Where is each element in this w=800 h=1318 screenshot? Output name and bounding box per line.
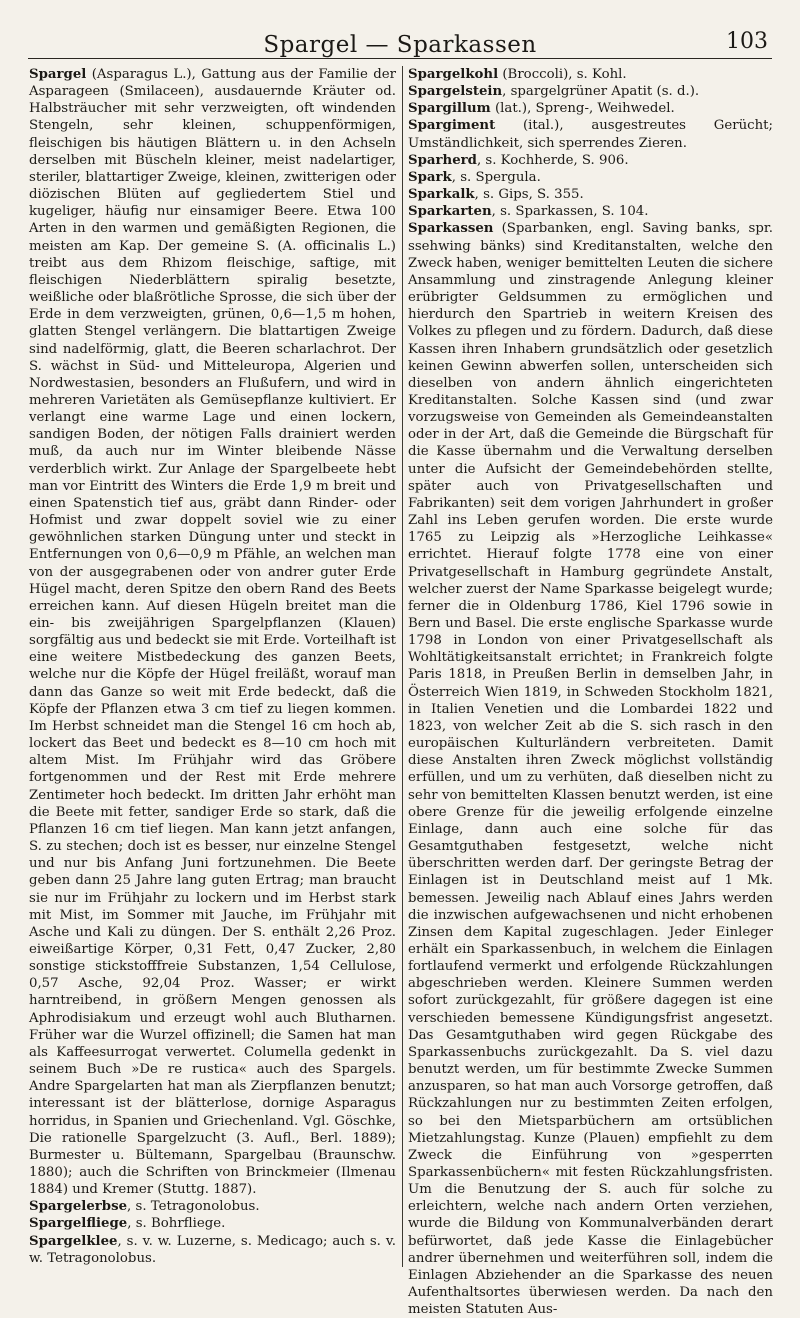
- entry-spargiment: [408, 117, 773, 151]
- left-column: [29, 66, 396, 1267]
- entry-headword: Sparkarten: [408, 204, 492, 220]
- entry-text: (Sparbanken, engl. Saving banks, spr. ssehwing bänks) sind Kreditanstalten, welche den Zweck haben, weniger bemittelten Leuten die sichere Ansammlung und zinstragende Anlegung kleiner erübrigter Geldsummen zu ermöglichen und hierdurch den Spartrieb in weitern Kreisen des Volkes zu pflegen und zu fördern. Dadurch, daß diese Kassen ihren Inhabern grundsätzlich oder gesetzlich keinen Gewinn abwerfen sollen, unterscheiden sich dieselben von andern ähnlich eingerichteten Kreditanstalten. Solche Kassen sind (und zwar vorzugsweise von Gemeinden als Gemeindeanstalten oder in der Art, daß die Gemeinde die Bürgschaft für die Kasse übernahm und die Verwaltung derselben unter die Aufsicht der Gemeindebehörden stellte, später auch von Privatgesellschaften und Fabrikanten) seit dem vorigen Jahrhundert in großer Zahl ins Leben gerufen worden. Die erste wurde 1765 zu Leipzig als »Herzogliche Leihkasse« errichtet. Hierauf folgte 1778 eine von einer Privatgesellschaft in Hamburg gegründete Anstalt, welcher zuerst der Name Sparkasse beigelegt wurde; ferner die in Oldenburg 1786, Kiel 1796 sowie in Bern und Basel. Die erste englische Sparkasse wurde 1798 in London von einer Privatgesellschaft als Wohltätigkeitsanstalt errichtet; in Frankreich folgte Paris 1818, in Preußen Berlin in demselben Jahr, in Österreich Wien 1819, in Schweden Stockholm 1821, in Italien Venetien und die Lombardei 1822 und 1823, von welcher Zeit ab die S. sich rasch in den europäischen Kulturländern verbreiteten. Damit diese Anstalten ihren Zweck möglichst vollständig erfüllen, und um zu verhüten, daß dieselben nicht zu sehr von bemittelten Klassen benutzt werden, ist eine obere Grenze für die jeweilig erfolgende einzelne Einlage, dann auch eine solche für das Gesamtguthaben festgesetzt, welche nicht überschritten werden darf. Der geringste Betrag der Einlagen ist in Deutschland meist auf 1 Mk. bemessen. Jeweilig nach Ablauf eines Jahrs werden die inzwischen aufgewachsenen und nicht erhobenen Zinsen dem Kapital zugeschlagen. Jeder Einleger erhält ein Sparkassenbuch, in welchem die Einlagen fortlaufend vermerkt und erfolgende Rückzahlungen abgeschrieben werden. Kleinere Summen werden sofort zurückgezahlt, für größere dagegen ist eine verschieden bemessene Kündigungsfrist angesetzt. Das Gesamtguthaben wird gegen Rückgabe des Sparkassenbuchs zurückgezahlt. Da S. viel dazu benutzt werden, um für bestimmte Zwecke Summen anzusparen, so hat man auch Vorsorge getroffen, daß Rückzahlungen nur zu bestimmten Zeiten erfolgen, so bei den Mietsparbüchern am ortsüblichen Mietzahlungstag. Kunze (Plauen) empfiehlt zu dem Zweck die Einführung von »gesperrten Sparkassenbüchern« mit festen Rückzahlungsfristen. Um die Benutzung der S. auch für solche zu erleichtern, welche nach andern Orten verziehen, wurde die Bildung von Kommunalverbänden derart befürwortet, daß jede Kasse die Einlagebücher andrer übernehmen und weiterführen soll, indem die Einlagen Abziehender an die Sparkasse des neuen Aufenthaltsortes überwiesen werden. Da nach den meisten Statuten Aus-: [408, 221, 773, 1318]
- entry-text: , s. v. w. Luzerne, s. Medicago; auch s. v. w. Tetragonolobus.: [29, 1233, 396, 1266]
- entry-spargel: [29, 66, 396, 1198]
- entry-text: , s. Spergula.: [451, 169, 541, 185]
- entry-text: (lat.), Spreng-, Weihwedel.: [490, 101, 675, 117]
- entry-headword: Spargelstein: [408, 84, 503, 100]
- entry-text: (Broccoli), s. Kohl.: [498, 67, 627, 82]
- right-column: [408, 66, 773, 1318]
- entry-spargelkohl: [408, 66, 773, 83]
- entry-sparkalk: [408, 186, 773, 203]
- page-number: 103: [726, 29, 768, 54]
- entry-headword: Sparherd: [408, 152, 477, 168]
- entry-sparherd: [408, 152, 773, 169]
- entry-spargelfliege: [29, 1215, 396, 1232]
- entry-headword: Spargel: [29, 67, 87, 82]
- entry-headword: Spargelkohl: [408, 67, 499, 82]
- entry-text: , s. Kochherde, S. 906.: [476, 152, 629, 168]
- entry-spark: [408, 169, 773, 186]
- running-title: Spargel — Sparkassen: [263, 32, 537, 58]
- entry-text: , s. Gips, S. 355.: [474, 187, 584, 203]
- entry-text: , spargelgrüner Apatit (s. d.).: [502, 84, 700, 100]
- entry-text: , s. Tetragonolobus.: [127, 1199, 260, 1215]
- entry-headword: Spargiment: [408, 118, 496, 134]
- entry-text: , s. Sparkassen, S. 104.: [491, 204, 649, 220]
- entry-text: (Asparagus L.), Gattung aus der Familie der Asparageen (Smilaceen), ausdauernde Kräuter od. Halbsträucher mit sehr verzweigten, oft windenden Stengeln, sehr kleinen, schuppenförmigen, fleischigen bis häutigen Blättern u. in den Achseln derselben mit Büscheln kleiner, meist nadelartiger, steriler, blattartiger Zweige, kleinen, zwitterigen oder diözischen Blüten auf gegliedertem Stiel und kugeliger, häufig nur einsamiger Beere. Etwa 100 Arten in den warmen und gemäßigten Regionen, die meisten am Kap. Der gemeine S. (A. officinalis L.) treibt aus dem Rhizom fleischige, saftige, mit fleischigen Niederblättern spiralig besetzte, weißliche oder blaßrötliche Sprosse, die sich über der Erde in dem verzweigten, grünen, 0,6—1,5 m hohen, glatten Stengel verlängern. Die blattartigen Zweige sind nadelförmig, glatt, die Beeren scharlachrot. Der S. wächst in Süd- und Mitteleuropa, Algerien und Nordwestasien, besonders an Flußufern, und wird in mehreren Varietäten als Gemüsepflanze kultiviert. Er verlangt eine warme Lage und einen lockern, sandigen Boden, der nötigen Falls drainiert werden muß, da auch nur im Winter bleibende Nässe verderblich wirkt. Zur Anlage der Spargelbeete hebt man vor Eintritt des Winters die Erde 1,9 m breit und einen Spatenstich tief aus, gräbt dann Rinder- oder Hofmist und zwar doppelt soviel wie zu einer gewöhnlichen starken Düngung unter und steckt in Entfernungen von 0,6—0,9 m Pfähle, an welchen man von der ausgegrabenen oder von andrer guter Erde Hügel macht, deren Spitze den obern Rand des Beets erreichen kann. Auf diesen Hügeln breitet man die ein- bis zweijährigen Spargelpflanzen (Klauen) sorgfältig aus und bedeckt sie mit Erde. Vorteilhaft ist eine weitere Mistbedeckung des ganzen Beets, welche nur die Köpfe der Hügel freiläßt, worauf man dann das Ganze so weit mit Erde bedeckt, daß die Köpfe der Pflanzen etwa 3 cm tief zu liegen kommen. Im Herbst schneidet man die Stengel 16 cm hoch ab, lockert das Beet und bedeckt es 8—10 cm hoch mit altem Mist. Im Frühjahr wird das Gröbere fortgenommen und der Rest mit Erde mehrere Zentimeter hoch bedeckt. Im dritten Jahr erhöht man die Beete mit fetter, sandiger Erde so stark, daß die Pflanzen 16 cm tief liegen. Man kann jetzt anfangen, S. zu stechen; doch ist es besser, nur einzelne Stengel und nur bis Anfang Juni fortzunehmen. Die Beete geben dann 25 Jahre lang guten Ertrag; man braucht sie nur im Frühjahr zu lockern und im Herbst stark mit Mist, im Sommer mit Jauche, im Frühjahr mit Asche und Kali zu düngen. Der S. enthält 2,26 Proz. eiweißartige Körper, 0,31 Fett, 0,47 Zucker, 2,80 sonstige stickstofffreie Substanzen, 1,54 Cellulose, 0,57 Asche, 92,04 Proz. Wasser; er wirkt harntreibend, in größern Mengen genossen als Aphrodisiakum und erzeugt wohl auch Blutharnen. Früher war die Wurzel offizinell; die Samen hat man als Kaffeesurrogat verwertet. Columella gedenkt in seinem Buch »De re rustica« auch des Spargels. Andre Spargelarten hat man als Zierpflanzen benutzt; interessant ist der blätterlose, dornige Asparagus horridus, in Spanien und Griechenland. Vgl. Göschke, Die rationelle Spargelzucht (3. Aufl., Berl. 1889); Burmester u. Bültemann, Spargelbau (Braunschw. 1880); auch die Schriften von Brinckmeier (Ilmenau 1884) und Kremer (Stuttg. 1887).: [29, 67, 396, 1198]
- entry-headword: Spargelklee: [29, 1233, 118, 1249]
- entry-spargillum: [408, 100, 773, 117]
- entry-spargelerbse: [29, 1198, 396, 1215]
- entry-headword: Spargelerbse: [29, 1199, 128, 1215]
- entry-headword: Spargillum: [408, 101, 491, 117]
- entry-headword: Sparkassen: [408, 221, 494, 237]
- entry-sparkassen: [408, 220, 773, 1318]
- entry-headword: Spargelfliege: [29, 1216, 128, 1232]
- entry-spargelklee: [29, 1233, 396, 1267]
- entry-headword: Spark: [408, 169, 452, 185]
- entry-sparkarten: [408, 203, 773, 220]
- entry-text: , s. Bohrfliege.: [127, 1216, 226, 1232]
- column-divider: [402, 66, 403, 1267]
- entry-headword: Sparkalk: [408, 187, 475, 203]
- entry-spargelstein: [408, 83, 773, 100]
- page-header: [28, 28, 772, 59]
- entry-text: (ital.), ausgestreutes Gerücht; Umständlichkeit, sich sperrendes Zieren.: [408, 118, 773, 151]
